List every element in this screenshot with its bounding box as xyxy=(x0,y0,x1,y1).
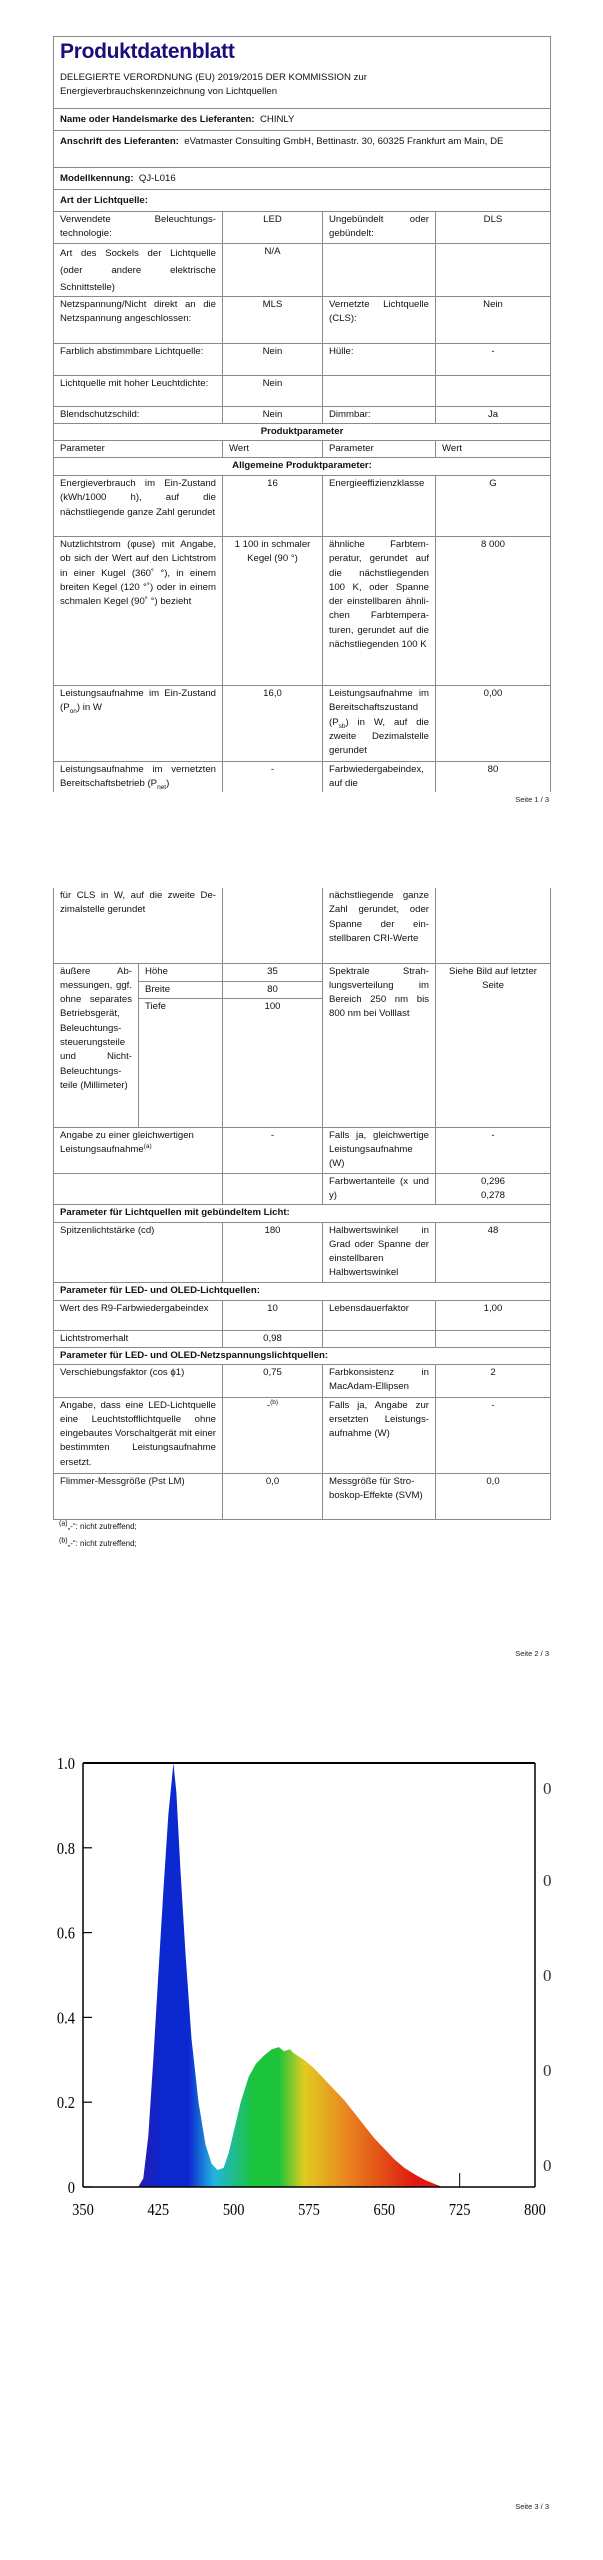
dimension-value: 35 xyxy=(267,965,278,977)
column-header: Wert xyxy=(223,441,323,458)
param-value: Nein xyxy=(223,344,323,376)
y-tick-label: 0.2 xyxy=(56,2094,75,2113)
supplier-address-label: Anschrift des Lieferanten: xyxy=(60,136,179,147)
param-value: -$^{(b)}$ xyxy=(223,1397,323,1473)
product-params-heading: Produktparameter xyxy=(54,424,551,441)
param-value: DLS xyxy=(436,212,551,244)
param-value: - xyxy=(436,344,551,376)
light-source-type-heading: Art der Lichtquelle: xyxy=(54,190,551,212)
dimension-value: 100 xyxy=(223,998,322,1015)
chromaticity-y: 0,278 xyxy=(480,1189,505,1201)
page-number: Seite 3 / 3 xyxy=(515,2502,549,2511)
param-value: 2 xyxy=(436,1364,551,1397)
param-label xyxy=(54,1173,223,1204)
param-label xyxy=(323,1330,436,1347)
supplier-name: CHINLY xyxy=(259,114,295,125)
param-label: ähnliche Farbtemperatur, gerundet auf die nächstliegenden 100 K, oder Spanne der einstellbaren ähnlichen Farbtemperaturen, gerundet auf die nächstliegenden 100 K xyxy=(323,537,436,686)
y-tick-label: 0 xyxy=(67,2178,75,2198)
column-header: Parameter xyxy=(54,441,223,458)
table-row xyxy=(54,244,551,297)
column-header: Wert xyxy=(436,441,551,458)
param-label: Energieverbrauch im Ein-Zustand (kWh/1000 h), auf die nächstliegende ganze Zahl gerundet xyxy=(54,476,223,537)
param-label: Verwendete Beleuchtungstechnologie: xyxy=(54,212,223,244)
model-identifier: QJ-L016 xyxy=(138,173,176,184)
page-2-datasheet xyxy=(53,888,550,1520)
param-value: 0,98 xyxy=(223,1330,323,1347)
param-label: Leistungsaufnahme im vernetzten Bereitschaftsbetrieb $(P_{net})$ xyxy=(54,762,223,792)
dimension-name: Tiefe xyxy=(139,998,222,1015)
header-cell xyxy=(54,37,551,109)
param-label: Messgröße für Stroboskop-Effekte (SVM) xyxy=(323,1473,436,1519)
y-tick-label: 0.4 xyxy=(56,2009,75,2028)
param-label: Farbwertanteile (x und y) xyxy=(323,1173,436,1204)
param-value: 0,0 xyxy=(223,1473,323,1519)
supplier-name-row xyxy=(54,109,551,131)
param-label: Farblich abstimmbare Lichtquelle: xyxy=(54,344,223,376)
x-tick-label: 425 xyxy=(147,2200,170,2220)
right-axis-label: 0 xyxy=(543,1779,552,1798)
x-tick-label: 500 xyxy=(222,2200,245,2220)
product-params-table-continued xyxy=(53,888,551,1520)
param-value: 0,0 xyxy=(436,1473,551,1519)
param-label: Hülle: xyxy=(323,344,436,376)
table-row xyxy=(54,407,551,424)
supplier-name-label: Name oder Handelsmarke des Lieferanten: xyxy=(60,114,255,125)
page-number: Seite 1 / 3 xyxy=(515,795,549,804)
param-value: - xyxy=(223,762,323,792)
table-row xyxy=(54,476,551,537)
page-1-datasheet xyxy=(53,36,550,792)
led-heading: Parameter für LED- und OLED-Lichtquellen: xyxy=(54,1282,551,1300)
param-label: Farbkonsistenz in MacAdam-Ellipsen xyxy=(323,1364,436,1397)
param-label: Netzspannung/Nicht direkt an die Netzspannung angeschlossen: xyxy=(54,297,223,344)
table-row xyxy=(54,1127,551,1173)
right-axis-label: 0 xyxy=(543,1966,552,1985)
param-label: Spektrale Strahlungsverteilung im Bereich 250 nm bis 800 nm bei Volllast xyxy=(323,963,436,1127)
param-value xyxy=(436,244,551,297)
column-header-row xyxy=(54,441,551,458)
param-label: Leistungsaufnahme im Ein-Zustand $(P_{on})$ in W xyxy=(54,686,223,762)
table-row xyxy=(54,1473,551,1519)
model-label: Modellkennung: xyxy=(60,173,134,184)
param-label: Leistungsaufnahme im Bereitschaftszustand $(P_{sb})$ in W, auf die zweite Dezimalstelle gerundet xyxy=(323,686,436,762)
param-value xyxy=(223,1173,323,1204)
right-clip-mask xyxy=(551,1740,603,2240)
y-tick-label: 0.8 xyxy=(56,1839,75,1859)
param-value: 10 xyxy=(223,1300,323,1330)
x-tick-label: 725 xyxy=(448,2200,471,2220)
param-label: Falls ja, Angabe zur ersetzten Leistungsaufnahme (W) xyxy=(323,1397,436,1473)
param-value xyxy=(436,888,551,963)
table-row xyxy=(54,212,551,244)
dimensions-label-cell xyxy=(54,963,223,1127)
supplier-address-row xyxy=(54,131,551,168)
param-label: Art des Sockels der Lichtquelle (oder andere elektrische Schnittstelle) xyxy=(54,244,223,297)
param-value: Nein xyxy=(436,297,551,344)
directional-heading: Parameter für Lichtquellen mit gebündeltem Licht: xyxy=(54,1204,551,1222)
param-label: Verschiebungsfaktor (cos ϕ1) xyxy=(54,1364,223,1397)
param-label xyxy=(323,376,436,407)
param-value: 1,00 xyxy=(436,1300,551,1330)
column-header: Parameter xyxy=(323,441,436,458)
param-value xyxy=(436,1330,551,1347)
param-label: Spitzenlichtstärke (cd) xyxy=(54,1222,223,1282)
param-value: Ja xyxy=(436,407,551,424)
chromaticity-x: 0,296 xyxy=(480,1175,505,1187)
param-value: LED xyxy=(223,212,323,244)
param-label: Wert des R9-Farbwiedergabeindex xyxy=(54,1300,223,1330)
spectral-distribution-chart xyxy=(0,1740,603,2240)
param-label: Vernetzte Lichtquelle (CLS): xyxy=(323,297,436,344)
param-value: 1 100 in schmaler Kegel (90 °) xyxy=(223,537,323,686)
regulation-line: Energieverbrauchskennzeichnung von Lichtquellen xyxy=(60,86,278,98)
y-tick-label: 1.0 xyxy=(56,1754,75,1774)
param-label: Halbwertswinkel in Grad oder Spanne der einstellbaren Halbwertswinkel xyxy=(323,1222,436,1282)
table-row xyxy=(54,1300,551,1330)
table-row xyxy=(54,1364,551,1397)
param-label: Dimmbar: xyxy=(323,407,436,424)
param-label: Energieeffizienzklasse xyxy=(323,476,436,537)
table-row xyxy=(54,344,551,376)
param-value xyxy=(436,1173,551,1204)
param-value: 180 xyxy=(223,1222,323,1282)
table-row xyxy=(54,537,551,686)
param-value: MLS xyxy=(223,297,323,344)
param-label: Angabe, dass eine LED-Lichtquelle eine Leuchtstofflichtquelle ohne eingebautes Vorschaltgerät mit einer bestimmten Leistungsaufnahme ersetzt. xyxy=(54,1397,223,1473)
param-value: Nein xyxy=(223,376,323,407)
param-label: Angabe zu einer gleichwertigen Leistungsaufnahme$^{(a)}$ xyxy=(54,1127,223,1173)
model-row xyxy=(54,168,551,190)
param-label xyxy=(323,244,436,297)
param-value: 8 000 xyxy=(436,537,551,686)
param-value: Nein xyxy=(223,407,323,424)
dimensions-label: äußere Abmessungen, ggf. ohne separates Betriebsgerät, Beleuchtungssteuerungsteile und Nicht-Beleuchtungsteile (Millimeter) xyxy=(60,965,132,1091)
table-row xyxy=(54,888,551,963)
param-label: Falls ja, gleichwertige Leistungsaufnahme (W) xyxy=(323,1127,436,1173)
table-row xyxy=(54,762,551,792)
right-axis-label: 0 xyxy=(543,1871,552,1890)
page-number: Seite 2 / 3 xyxy=(515,1649,549,1658)
param-label: Nutzlichtstrom (φuse) mit Angabe, ob sich der Wert auf den Lichtstrom in einer Kugel (360˚ °), in einem breiten Kegel (120 °˚) oder in einem schmalen Kegel (90˚ °) bezieht xyxy=(54,537,223,686)
param-label: Flimmer-Messgröße (Pst LM) xyxy=(54,1473,223,1519)
page-title: Produktdatenblatt xyxy=(60,40,235,63)
param-value: 16,0 xyxy=(223,686,323,762)
param-value: 0,75 xyxy=(223,1364,323,1397)
param-value: - xyxy=(223,1127,323,1173)
x-tick-label: 800 xyxy=(524,2200,546,2220)
param-value: 0,00 xyxy=(436,686,551,762)
table-row xyxy=(54,376,551,407)
param-value xyxy=(436,376,551,407)
param-label: Blendschutzschild: xyxy=(54,407,223,424)
dimensions-row xyxy=(54,963,551,1127)
param-label: Lebensdauerfaktor xyxy=(323,1300,436,1330)
param-value: - xyxy=(436,1127,551,1173)
table-row xyxy=(54,1330,551,1347)
param-value: G xyxy=(436,476,551,537)
param-label: Lichtquelle mit hoher Leuchtdichte: xyxy=(54,376,223,407)
table-row xyxy=(54,1173,551,1204)
param-value: 16 xyxy=(223,476,323,537)
param-value: 80 xyxy=(436,762,551,792)
table-row xyxy=(54,686,551,762)
x-tick-label: 575 xyxy=(298,2200,320,2220)
table-row xyxy=(54,1397,551,1473)
table-row xyxy=(54,297,551,344)
regulation-text xyxy=(60,71,544,100)
param-value: 48 xyxy=(436,1222,551,1282)
param-label: nächstliegende ganze Zahl gerundet, oder Spanne der einstellbaren CRI-Werte xyxy=(323,888,436,963)
param-label: Lichtstromerhalt xyxy=(54,1330,223,1347)
product-info-table xyxy=(53,36,551,792)
param-label: Ungebündelt oder gebündelt: xyxy=(323,212,436,244)
spectrum-area xyxy=(113,1763,443,2187)
dimension-value: 80 xyxy=(223,981,322,998)
footnote-b: $^{(b)}$„-“: nicht zutreffend; xyxy=(59,1537,137,1548)
footnote-a: $^{(a)}$„-“: nicht zutreffend; xyxy=(59,1520,137,1531)
param-label: für CLS in W, auf die zweite Dezimalstelle gerundet xyxy=(54,888,223,963)
dimension-name: Breite xyxy=(139,981,222,998)
right-axis-label: 0 xyxy=(543,2156,552,2175)
dimensions-value-cell xyxy=(223,963,323,1127)
supplier-address: eVatmaster Consulting GmbH, Bettinastr. 30, 60325 Frankfurt am Main, DE xyxy=(184,136,504,147)
general-params-heading: Allgemeine Produktparameter: xyxy=(54,458,551,476)
regulation-line: DELEGIERTE VERORDNUNG (EU) 2019/2015 DER KOMMISSION zur xyxy=(60,72,367,83)
dimension-name: Höhe xyxy=(145,965,168,977)
param-value: N/A xyxy=(223,244,323,297)
param-value: Siehe Bild auf letzter Seite xyxy=(436,963,551,1127)
x-tick-label: 650 xyxy=(373,2200,396,2220)
right-axis-label: 0 xyxy=(543,2061,552,2080)
mains-heading: Parameter für LED- und OLED-Netzspannungslichtquellen: xyxy=(54,1347,551,1364)
param-label: Farbwiedergabeindex, auf die xyxy=(323,762,436,792)
param-value xyxy=(223,888,323,963)
table-row xyxy=(54,1222,551,1282)
y-tick-label: 0.6 xyxy=(56,1924,75,1943)
param-value: - xyxy=(436,1397,551,1473)
x-tick-label: 350 xyxy=(72,2200,94,2220)
